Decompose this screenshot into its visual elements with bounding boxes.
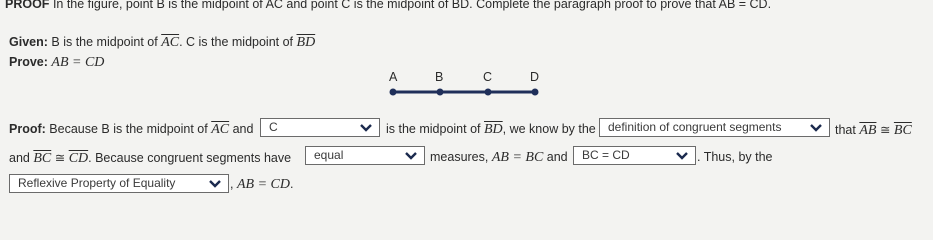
proof-line-2c xyxy=(697,150,773,164)
dropdown-property[interactable] xyxy=(9,174,229,193)
equation-ab-bc: AB = BC xyxy=(491,150,544,165)
dropdown-point[interactable] xyxy=(260,118,380,137)
proof-text: measures, xyxy=(430,150,489,164)
proof-text: and xyxy=(546,150,568,164)
proof-line-1c xyxy=(835,122,912,139)
dropdown-value: BC = CD xyxy=(582,148,630,162)
chevron-down-icon xyxy=(405,152,417,160)
given-line xyxy=(9,35,315,51)
point-label-b: B xyxy=(435,70,444,84)
proof-text: , we know by the xyxy=(502,122,596,136)
point-label-c: C xyxy=(483,70,493,84)
problem-header xyxy=(5,0,771,11)
dropdown-value: definition of congruent segments xyxy=(608,120,782,134)
proof-text: and xyxy=(9,151,30,165)
proof-paragraph-label: Proof: xyxy=(9,122,46,136)
chevron-down-icon xyxy=(676,152,688,160)
proof-label: PROOF xyxy=(5,0,50,11)
point-label-d: D xyxy=(530,70,540,84)
proof-line-1b xyxy=(386,122,596,138)
dropdown-value: Reflexive Property of Equality xyxy=(18,176,176,190)
proof-text: . Thus, by the xyxy=(697,150,773,164)
segment-cd: $\overline{CD}$ xyxy=(68,151,89,166)
proof-line-3 xyxy=(230,177,293,193)
segment-bc: $\overline{BC}$ xyxy=(893,123,912,138)
proof-line-1 xyxy=(9,122,253,138)
dropdown-value: C xyxy=(269,120,278,134)
proof-text: . xyxy=(289,177,294,191)
segment-bd: $\overline{BD}$ xyxy=(296,35,316,50)
point-c xyxy=(485,89,492,96)
dropdown-equation[interactable] xyxy=(573,146,696,165)
chevron-down-icon xyxy=(810,124,822,132)
proof-text: is the midpoint of xyxy=(386,122,481,136)
chevron-down-icon xyxy=(209,180,221,188)
proof-text: Because B is the midpoint of xyxy=(49,122,208,136)
proof-text: and xyxy=(232,122,254,136)
proof-text: . Because congruent segments have xyxy=(88,151,292,165)
segment-ac-ref: $\overline{AC}$ xyxy=(211,122,230,137)
line-segment-ad xyxy=(385,86,555,98)
point-a xyxy=(390,89,397,96)
congruent-symbol: ≅ xyxy=(879,123,891,137)
segment-figure xyxy=(385,70,555,100)
segment-bc: $\overline{BC}$ xyxy=(33,151,52,166)
proof-line-2b xyxy=(430,150,568,166)
point-b xyxy=(437,89,444,96)
prove-statement: AB = CD xyxy=(51,55,105,70)
given-label: Given: xyxy=(9,35,48,49)
prove-label: Prove: xyxy=(9,55,48,69)
given-text-2: . C is the midpoint of xyxy=(179,35,294,49)
segment-ab: $\overline{AB}$ xyxy=(859,123,877,138)
dropdown-measure[interactable] xyxy=(305,146,425,165)
dropdown-reason[interactable] xyxy=(599,118,830,137)
point-label-a: A xyxy=(389,70,398,84)
segment-ac: $\overline{AC}$ xyxy=(161,35,180,50)
chevron-down-icon xyxy=(360,124,372,132)
point-d xyxy=(532,89,539,96)
given-text-1: B is the midpoint of xyxy=(51,35,158,49)
prove-line xyxy=(9,55,104,71)
conclusion-statement: AB = CD xyxy=(236,177,290,192)
proof-text: that xyxy=(835,123,856,137)
dropdown-value: equal xyxy=(314,148,344,162)
proof-line-2 xyxy=(9,150,291,167)
congruent-symbol: ≅ xyxy=(54,151,66,165)
proof-text: , xyxy=(230,177,234,191)
segment-bd-ref: $\overline{BD}$ xyxy=(483,122,503,137)
problem-text: In the figure, point B is the midpoint of AC and point C is the midpoint of BD. Complete the paragraph proof to prove that AB = CD. xyxy=(52,0,772,11)
